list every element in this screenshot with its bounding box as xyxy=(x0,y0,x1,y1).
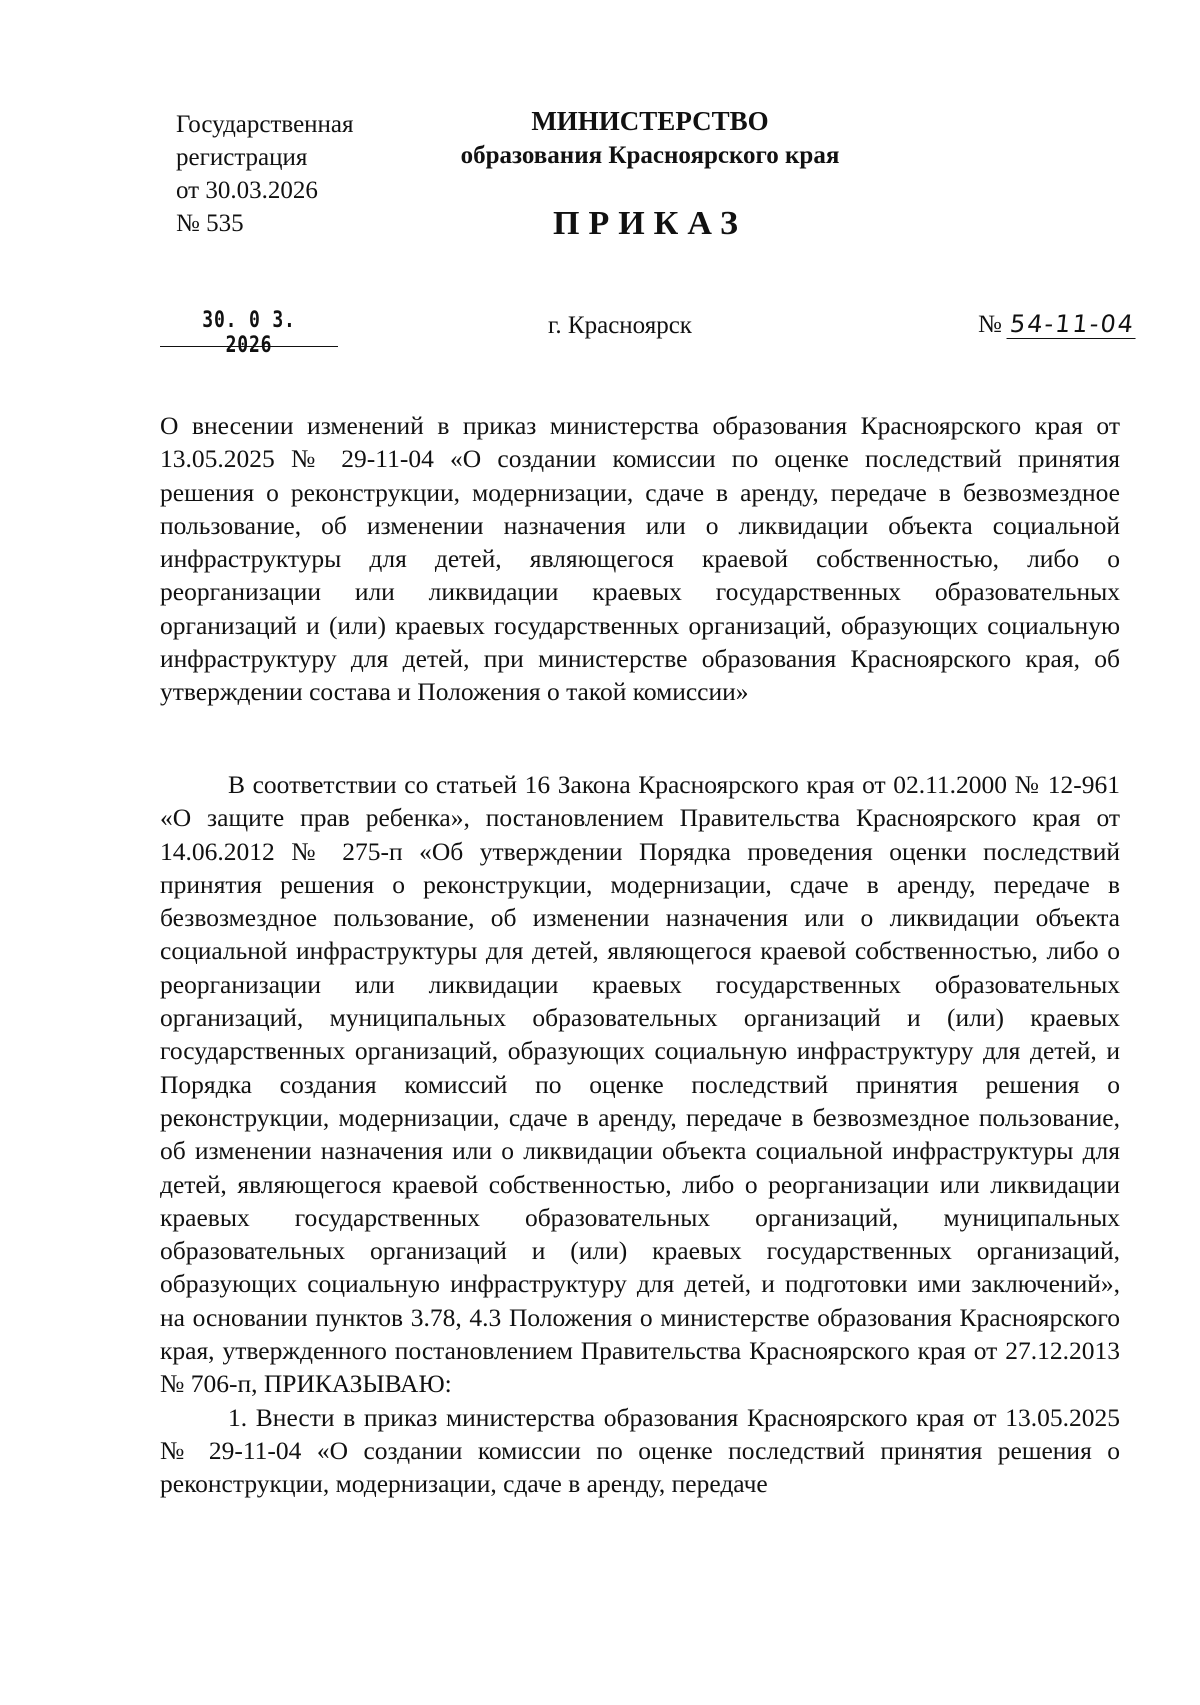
registration-line: регистрация xyxy=(176,144,308,171)
order-number-prefix: № xyxy=(978,311,1002,338)
registration-number: № 535 xyxy=(176,210,244,237)
ministry-header xyxy=(420,103,880,173)
order-number-handwritten: 54-11-04 xyxy=(1007,310,1139,339)
document-type-title: ПРИКАЗ xyxy=(553,205,747,242)
registration-block xyxy=(176,108,354,240)
registration-line: Государственная xyxy=(176,111,354,138)
ministry-title: МИНИСТЕРСТВО xyxy=(531,106,769,136)
body-paragraph: 1. Внести в приказ министерства образования Красноярского края от 13.05.2025 № 29-11-04 «О создании комиссии по оценке последствий принятия решения о реконструкции, модернизации, сдаче в аренду, передаче xyxy=(160,1402,1120,1499)
date-stamp-text: 30. 0 3. 2026 xyxy=(202,308,296,358)
body-paragraph: В соответствии со статьей 16 Закона Красноярского края от 02.11.2000 № 12-961 «О защите прав ребенка», постановлением Правительства Красноярского края от 14.06.2012 № 275-п «Об утверждении Порядка проведения оценки последствий принятия решения о реконструкции, модернизации, сдаче в аренду, передаче в безвозмездное пользование, об изменении назначения или о ликвидации объекта социальной инфраструктуры для детей, являющегося краевой собственностью, либо о реорганизации или ликвидации краевых государственных образовательных организаций, муниципальных образовательных организаций и (или) краевых государственных организаций, образующих социальную инфраструктуру для детей, и Порядка создания комиссий по оценке последствий принятия решения о реконструкции, модернизации, сдаче в аренду, передаче в безвозмездное пользование, об изменении назначения или о ликвидации объекта социальной инфраструктуры для детей, являющегося краевой собственностью, либо о реорганизации или ликвидации краевых государственных образовательных организаций, муниципальных образовательных организаций и (или) краевых государственных организаций, образующих социальную инфраструктуру для детей, и подготовки ими заключений», на основании пунктов 3.78, 4.3 Положения о министерстве образования Красноярского края, утвержденного постановлением Правительства Красноярского края от 27.12.2013 № 706-п, ПРИКАЗЫВАЮ: xyxy=(160,770,1120,1399)
ministry-subtitle: образования Красноярского края xyxy=(460,142,840,169)
document-subject: О внесении изменений в приказ министерства образования Красноярского края от 13.05.2025 № 29-11-04 «О создании комиссии по оценке последствий принятия решения о реконструкции, модернизации, сдаче в аренду, передаче в безвозмездное пользование, об изменении назначения или о ликвидации объекта социальной инфраструктуры для детей, являющегося краевой собственностью, либо о реорганизации или ликвидации краевых государственных образовательных организаций и (или) краевых государственных организаций, образующих социальную инфраструктуру для детей, при министерстве образования Красноярского края, об утверждении состава и Положения о такой комиссии» xyxy=(160,411,1120,707)
document-body xyxy=(160,768,1120,1501)
city-label: г. Красноярск xyxy=(548,312,692,339)
date-stamp xyxy=(160,308,338,358)
registration-date: от 30.03.2026 xyxy=(176,177,318,204)
order-number xyxy=(978,310,1137,339)
